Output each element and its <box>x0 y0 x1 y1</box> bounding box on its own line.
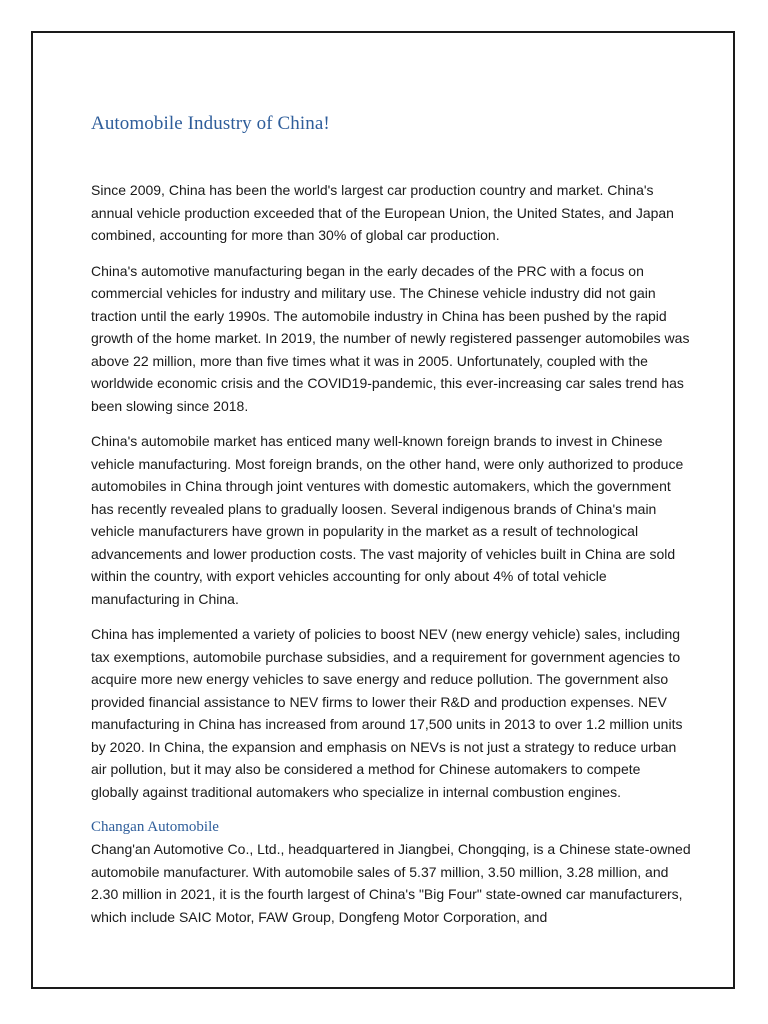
document-title: Automobile Industry of China! <box>91 113 330 134</box>
paragraph-history: China's automotive manufacturing began in the early decades of the PRC with a focus on commercial vehicles for industry and military use. The Chinese vehicle industry did not gain traction until the early 1990s. The automobile industry in China has been pushed by the rapid growth of the home market. In 2019, the number of newly registered passenger automobiles was above 22 million, more than five times what it was in 2005. Unfortunately, coupled with the worldwide economic crisis and the COVID19-pandemic, this ever-increasing car sales trend has been slowing since 2018. <box>91 262 690 414</box>
paragraph-nev-policy: China has implemented a variety of policies to boost NEV (new energy vehicle) sales, including tax exemptions, automobile purchase subsidies, and a requirement for government agencies to acquire more new energy vehicles to save energy and reduce pollution. The government also provided financial assistance to NEV firms to lower their R&D and production expenses. NEV manufacturing in China has increased from around 17,500 units in 2013 to over 1.2 million units by 2020. In China, the expansion and emphasis on NEVs is not just a strategy to reduce urban air pollution, but it may also be considered a method for Chinese automakers to compete globally against traditional automakers who specialize in internal combustion engines. <box>91 626 683 800</box>
paragraph-foreign-brands: China's automobile market has enticed many well-known foreign brands to invest in Chinese vehicle manufacturing. Most foreign brands, on the other hand, were only authorized to produce automobiles in China through joint ventures with domestic automakers, which the government has recently revealed plans to gradually loosen. Several indigenous brands of China's main vehicle manufacturers have grown in popularity in the market as a result of technological advancements and lower production costs. The vast majority of vehicles built in China are sold within the country, with export vehicles accounting for only about 4% of total vehicle manufacturing in China. <box>91 433 684 607</box>
document-body <box>91 113 691 941</box>
section-heading-changan: Changan Automobile <box>91 819 219 835</box>
paragraph-intro: Since 2009, China has been the world's largest car production country and market. China's annual vehicle production exceeded that of the European Union, the United States, and Japan combined, accounting for more than 30% of global car production. <box>91 182 674 243</box>
paragraph-changan: Chang'an Automotive Co., Ltd., headquartered in Jiangbei, Chongqing, is a Chinese state-owned automobile manufacturer. With automobile sales of 5.37 million, 3.50 million, 3.28 million, and 2.30 million in 2021, it is the fourth largest of China's "Big Four" state-owned car manufacturers, which include SAIC Motor, FAW Group, Dongfeng Motor Corporation, and <box>91 841 691 925</box>
document-page <box>31 31 735 989</box>
